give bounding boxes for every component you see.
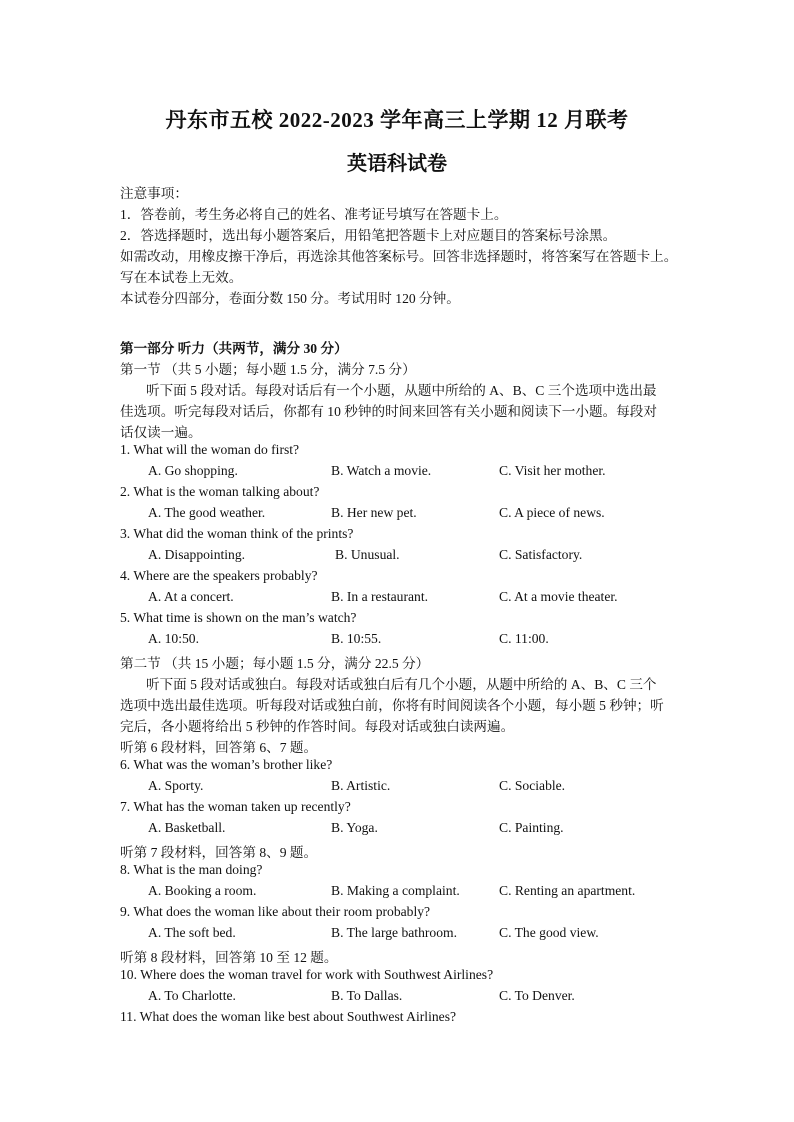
material-note: 听第 8 段材料，回答第 10 至 12 题。 bbox=[120, 950, 338, 965]
material-note: 听第 7 段材料，回答第 8、9 题。 bbox=[120, 845, 318, 860]
option-a: A. Basketball. bbox=[148, 820, 226, 835]
section2-instruction: 完后，各小题将给出 5 秒钟的作答时间。每段对话或独白读两遍。 bbox=[120, 719, 515, 734]
section1-instruction: 话仅读一遍。 bbox=[120, 425, 202, 440]
option-c: C. The good view. bbox=[499, 925, 599, 940]
option-b: B. Artistic. bbox=[331, 778, 391, 793]
option-a: A. Sporty. bbox=[148, 778, 204, 793]
option-a: A. At a concert. bbox=[148, 589, 234, 604]
option-b: B. In a restaurant. bbox=[331, 589, 429, 604]
section1-instruction: 佳选项。听完每段对话后，你都有 10 秒钟的时间来回答有关小题和阅读下一小题。每段对 bbox=[120, 404, 657, 419]
option-a: A. To Charlotte. bbox=[148, 988, 236, 1003]
option-a: A. Go shopping. bbox=[148, 463, 238, 478]
question-text: 1. What will the woman do first? bbox=[120, 442, 300, 457]
option-c: C. Renting an apartment. bbox=[499, 883, 636, 898]
option-c: C. To Denver. bbox=[499, 988, 575, 1003]
notice-line: 2．答选择题时，选出每小题答案后，用铅笔把答题卡上对应题目的答案标号涂黑。 bbox=[120, 228, 617, 243]
material-note: 听第 6 段材料，回答第 6、7 题。 bbox=[120, 740, 318, 755]
exam-subtitle: 英语科试卷 bbox=[347, 153, 447, 175]
option-a: A. Disappointing. bbox=[148, 547, 246, 562]
option-b: B. Her new pet. bbox=[331, 505, 417, 520]
exam-title: 丹东市五校 2022-2023 学年高三上学期 12 月联考 bbox=[165, 108, 629, 132]
option-c: C. Sociable. bbox=[499, 778, 566, 793]
option-c: C. Painting. bbox=[499, 820, 564, 835]
option-c: C. Visit her mother. bbox=[499, 463, 606, 478]
part1-heading: 第一部分 听力（共两节，满分 30 分） bbox=[120, 341, 348, 356]
option-a: A. The good weather. bbox=[148, 505, 266, 520]
option-b: B. Making a complaint. bbox=[331, 883, 460, 898]
question-text: 8. What is the man doing? bbox=[120, 862, 263, 877]
question-text: 11. What does the woman like best about Southwest Airlines? bbox=[120, 1009, 457, 1024]
option-a: A. The soft bed. bbox=[148, 925, 236, 940]
question-text: 4. Where are the speakers probably? bbox=[120, 568, 318, 583]
section2-instruction: 听下面 5 段对话或独白。每段对话或独白后有几个小题，从题中所给的 A、B、C 三个 bbox=[146, 677, 657, 692]
notice-line: 写在本试卷上无效。 bbox=[120, 270, 243, 285]
question-text: 10. Where does the woman travel for work with Southwest Airlines? bbox=[120, 967, 494, 982]
option-b: B. To Dallas. bbox=[331, 988, 403, 1003]
question-text: 2. What is the woman talking about? bbox=[120, 484, 320, 499]
option-c: C. 11:00. bbox=[499, 631, 549, 646]
option-b: B. Unusual. bbox=[335, 547, 400, 562]
option-a: A. Booking a room. bbox=[148, 883, 257, 898]
notice-line: 本试卷分四部分，卷面分数 150 分。考试用时 120 分钟。 bbox=[120, 291, 460, 306]
question-text: 3. What did the woman think of the prints? bbox=[120, 526, 354, 541]
option-a: A. 10:50. bbox=[148, 631, 199, 646]
option-b: B. Watch a movie. bbox=[331, 463, 432, 478]
option-b: B. The large bathroom. bbox=[331, 925, 457, 940]
section1-instruction: 听下面 5 段对话。每段对话后有一个小题，从题中所给的 A、B、C 三个选项中选出最 bbox=[146, 383, 657, 398]
option-b: B. 10:55. bbox=[331, 631, 382, 646]
question-text: 5. What time is shown on the man’s watch? bbox=[120, 610, 357, 625]
option-c: C. A piece of news. bbox=[499, 505, 605, 520]
section2-heading: 第二节 （共 15 小题；每小题 1.5 分，满分 22.5 分） bbox=[120, 656, 430, 671]
option-c: C. At a movie theater. bbox=[499, 589, 618, 604]
section2-instruction: 选项中选出最佳选项。听每段对话或独白前，你将有时间阅读各个小题，每小题 5 秒钟；听 bbox=[120, 698, 664, 713]
question-text: 9. What does the woman like about their room probably? bbox=[120, 904, 431, 919]
question-text: 6. What was the woman’s brother like? bbox=[120, 757, 333, 772]
option-c: C. Satisfactory. bbox=[499, 547, 583, 562]
section1-heading: 第一节 （共 5 小题；每小题 1.5 分，满分 7.5 分） bbox=[120, 362, 416, 377]
question-text: 7. What has the woman taken up recently? bbox=[120, 799, 351, 814]
notice-heading: 注意事项： bbox=[120, 186, 188, 201]
notice-line: 如需改动，用橡皮擦干净后，再选涂其他答案标号。回答非选择题时，将答案写在答题卡上。 bbox=[120, 249, 678, 264]
option-b: B. Yoga. bbox=[331, 820, 378, 835]
notice-line: 1．答卷前，考生务必将自己的姓名、准考证号填写在答题卡上。 bbox=[120, 207, 508, 222]
